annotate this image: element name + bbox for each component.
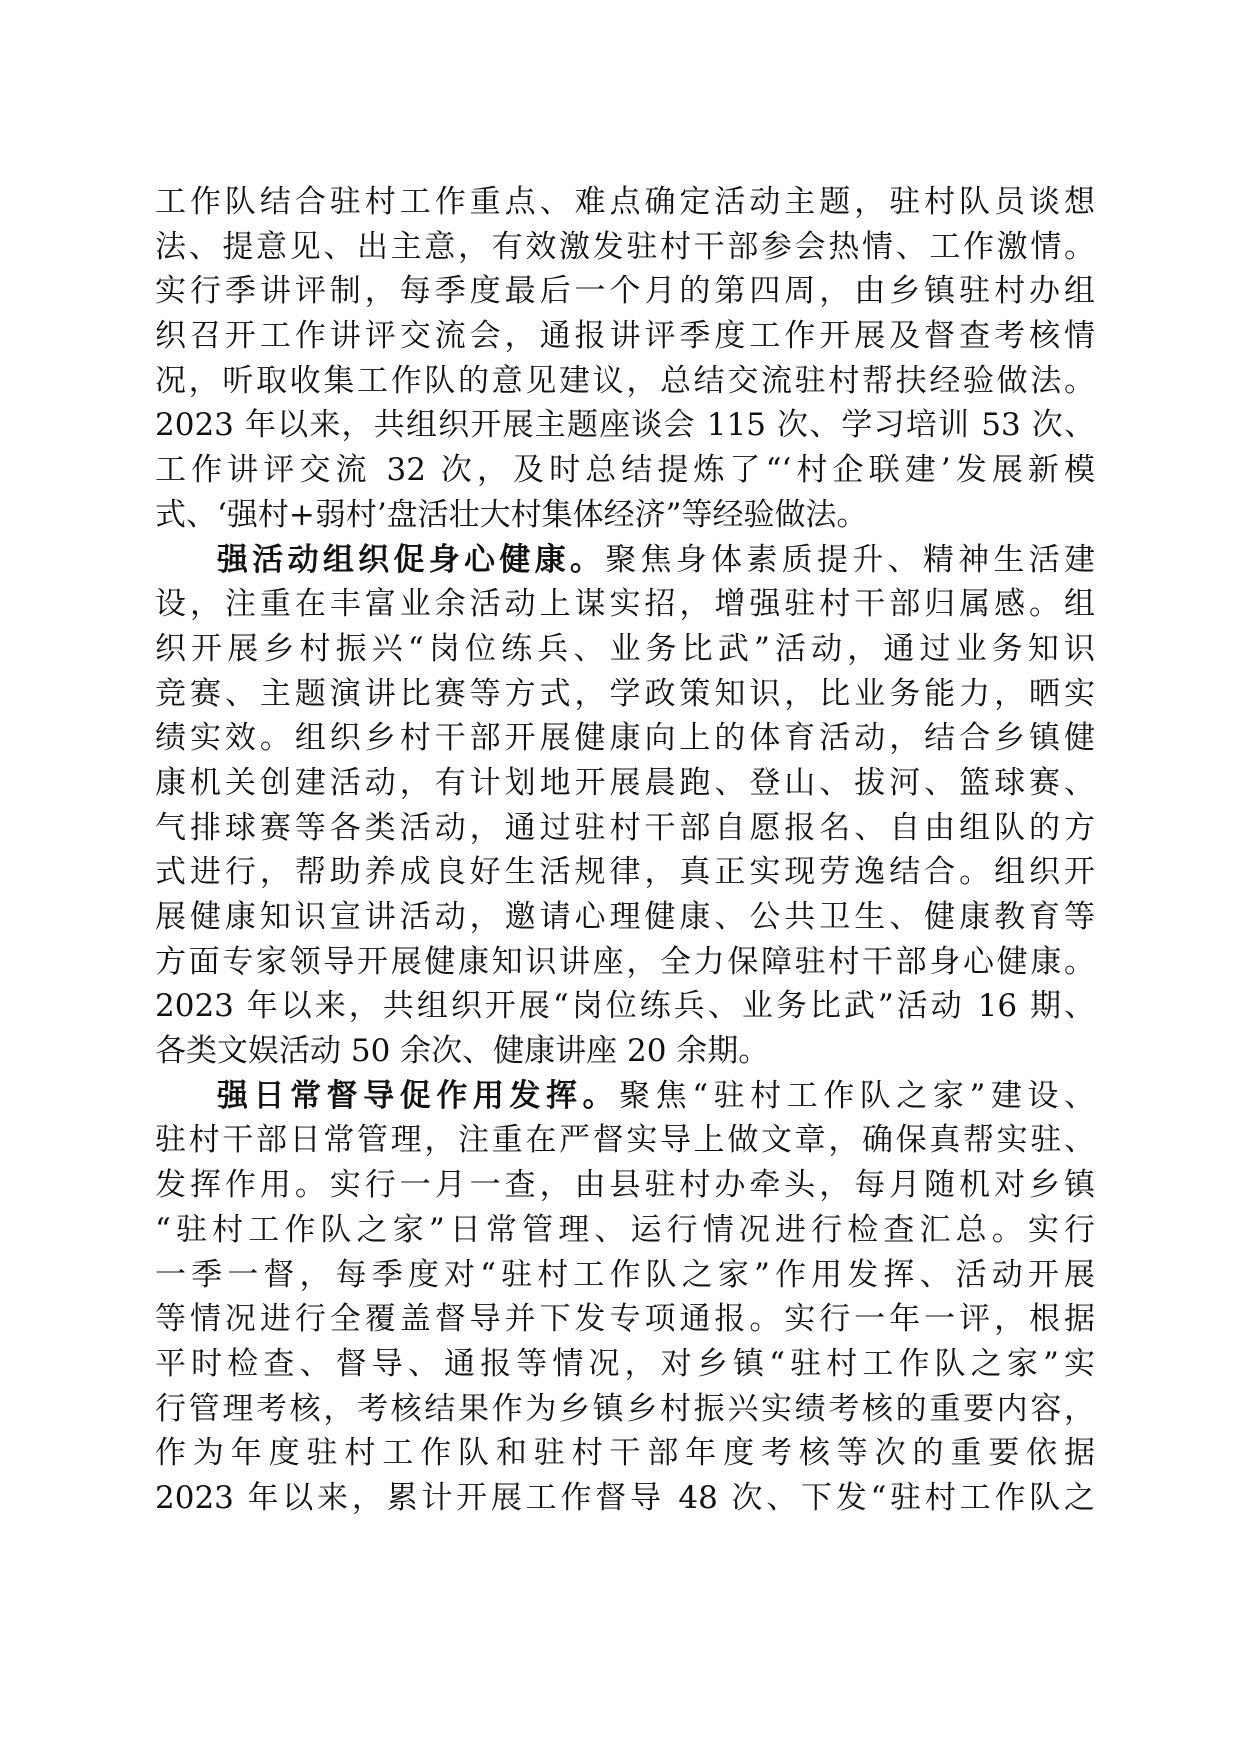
text-line: 2023 年以来，累计开展工作督导 48 次、下发“驻村工作队之	[155, 1479, 1095, 1516]
body-text	[155, 180, 1095, 1521]
text-line: 工作讲评交流 32 次，及时总结提炼了“‘村企联建’发展新模	[155, 452, 1095, 489]
paragraph-first-line	[155, 1074, 1095, 1119]
text-line: 方面专家领导开展健康知识讲座，全力保障驻村干部身心健康。	[155, 943, 1095, 980]
text-line: 发挥作用。实行一月一查，由县驻村办牵头，每月随机对乡镇	[155, 1167, 1095, 1204]
text-line: 各类文娱活动 50 余次、健康讲座 20 余期。	[155, 1033, 770, 1070]
paragraph-1	[155, 180, 1095, 538]
text-line: 况，听取收集工作队的意见建议，总结交流驻村帮扶经验做法。	[155, 362, 1095, 399]
text-line: 2023 年以来，共组织开展主题座谈会 115 次、学习培训 53 次、	[155, 407, 1095, 444]
text-line: 等情况进行全覆盖督导并下发专项通报。实行一年一评，根据	[155, 1301, 1095, 1338]
text-line: 展健康知识宣讲活动，邀请心理健康、公共卫生、健康教育等	[155, 899, 1095, 935]
text-line: 2023 年以来，共组织开展“岗位练兵、业务比武”活动 16 期、	[155, 988, 1095, 1025]
text-line: 驻村干部日常管理，注重在严督实导上做文章，确保真帮实驻、	[155, 1122, 1095, 1159]
text-line: 式、‘强村+弱村’盘活壮大村集体经济”等经验做法。	[155, 496, 868, 533]
text-line: 式进行，帮助养成良好生活规律，真正实现劳逸结合。组织开	[155, 854, 1095, 891]
text-line: “驻村工作队之家”日常管理、运行情况进行检查汇总。实行	[155, 1211, 1095, 1248]
text-line: 平时检查、督导、通报等情况，对乡镇“驻村工作队之家”实	[155, 1345, 1095, 1382]
text-line: 一季一督，每季度对“驻村工作队之家”作用发挥、活动开展	[155, 1256, 1095, 1293]
text-line: 康机关创建活动，有计划地开展晨跑、登山、拔河、篮球赛、	[155, 764, 1095, 801]
text-line: 织召开工作讲评交流会，通报讲评季度工作开展及督查考核情	[155, 318, 1095, 355]
paragraph-heading: 强活动组织促身心健康。	[217, 541, 606, 578]
text-line: 实行季讲评制，每季度最后一个月的第四周，由乡镇驻村办组	[155, 273, 1095, 310]
paragraph-first-line	[155, 538, 1095, 583]
text-line: 气排球赛等各类活动，通过驻村干部自愿报名、自由组队的方	[155, 809, 1095, 846]
text-line: 织开展乡村振兴“岗位练兵、业务比武”活动，通过业务知识	[155, 630, 1095, 667]
text-line: 工作队结合驻村工作重点、难点确定活动主题，驻村队员谈想	[155, 184, 1095, 220]
text-line: 竞赛、主题演讲比赛等方式，学政策知识，比业务能力，晒实	[155, 675, 1095, 712]
text-line: 行管理考核，考核结果作为乡镇乡村振兴实绩考核的重要内容，	[155, 1390, 1095, 1427]
text-line: 绩实效。组织乡村干部开展健康向上的体育活动，结合乡镇健	[155, 720, 1095, 757]
text-line: 作为年度驻村工作队和驻村干部年度考核等次的重要依据	[155, 1435, 1095, 1472]
paragraph-heading: 强日常督导促作用发挥。	[217, 1077, 620, 1114]
text-line: 设，注重在丰富业余活动上谋实招，增强驻村干部归属感。组	[155, 586, 1095, 623]
heading-line-rest: 聚焦“驻村工作队之家”建设、	[619, 1077, 1095, 1114]
paragraph-2	[155, 538, 1095, 1074]
heading-line-rest: 聚焦身体素质提升、精神生活建	[605, 541, 1095, 578]
text-line: 法、提意见、出主意，有效激发驻村干部参会热情、工作激情。	[155, 228, 1095, 265]
paragraph-3	[155, 1074, 1095, 1521]
